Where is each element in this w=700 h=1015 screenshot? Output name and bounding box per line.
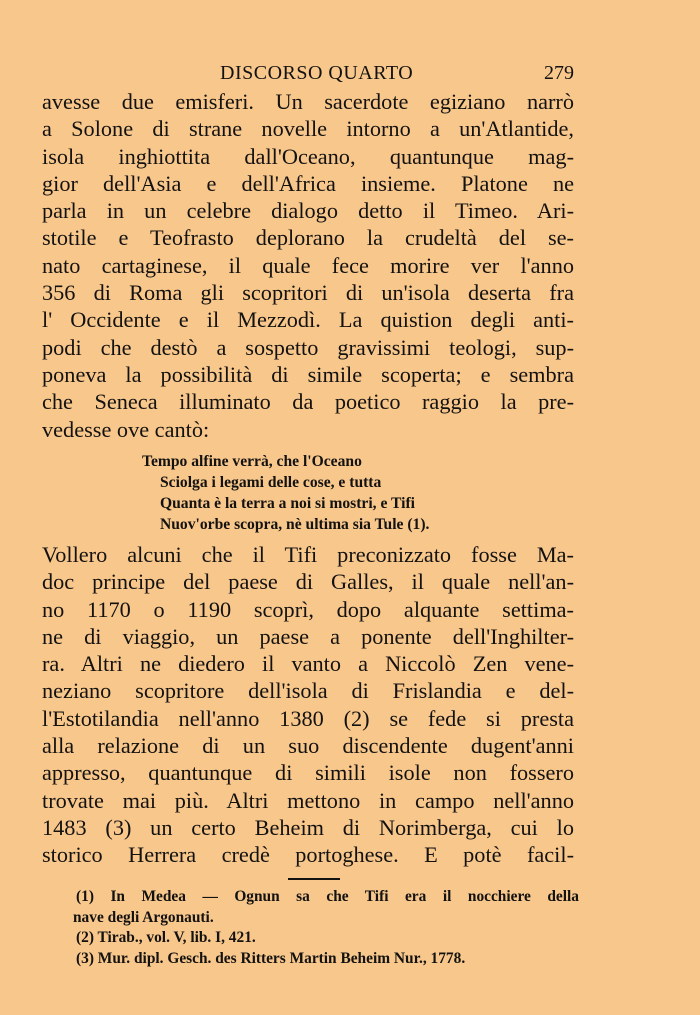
- text-line: neziano scopritore dell'isola di Frislandia e del-: [42, 678, 574, 704]
- text-line: podi che destò a sospetto gravissimi teologi, sup-: [42, 334, 574, 360]
- footnote-divider: [288, 878, 340, 880]
- text-line: ra. Altri ne diedero il vanto a Niccolò Zen vene-: [42, 651, 574, 677]
- text-line: 1483 (3) un certo Beheim di Norimberga, cui lo: [42, 814, 574, 840]
- verse-line: Quanta è la terra a noi si mostri, e Tifi: [160, 495, 415, 512]
- text-line: doc principe del paese di Galles, il quale nell'an-: [42, 569, 574, 595]
- text-line: no 1170 o 1190 scoprì, dopo alquante settima-: [42, 596, 574, 622]
- text-line: l'Estotilandia nell'anno 1380 (2) se fede si presta: [42, 705, 574, 731]
- text-line: alla relazione di un suo discendente dugent'anni: [42, 733, 574, 759]
- text-line: l' Occidente e il Mezzodì. La quistion degli anti-: [42, 307, 574, 333]
- text-line: 356 di Roma gli scopritori di un'isola deserta fra: [42, 280, 574, 306]
- text-line: parla in un celebre dialogo detto il Timeo. Ari-: [42, 198, 574, 224]
- footnote-3: (3) Mur. dipl. Gesch. des Ritters Martin Beheim Nur., 1778.: [76, 949, 466, 967]
- verse-line: Tempo alfine verrà, che l'Oceano: [142, 453, 362, 470]
- verse-line: Sciolga i legami delle cose, e tutta: [160, 474, 382, 491]
- text-line: avesse due emisferi. Un sacerdote egiziano narrò: [42, 89, 574, 114]
- footnote-2: (2) Tirab., vol. V, lib. I, 421.: [76, 929, 256, 946]
- paragraph-2: [42, 541, 574, 869]
- footnote-1: (1) In Medea — Ognun sa che Tifi era il nocchiere della: [76, 888, 579, 905]
- footnote-1-continuation: nave degli Argonauti.: [73, 908, 214, 926]
- footnotes: [73, 887, 579, 969]
- text-line: poneva la possibilità di simile scoperta; e sembra: [42, 361, 574, 387]
- text-line: storico Herrera credè portoghese. E potè facil-: [42, 842, 574, 868]
- text-line: nato cartaginese, il quale fece morire ver l'anno: [42, 252, 574, 278]
- text-line: vedesse ove cantò:: [42, 416, 210, 442]
- page-number: 279: [544, 62, 574, 84]
- text-line: ne di viaggio, un paese a ponente dell'Inghilter-: [42, 623, 574, 649]
- text-line: appresso, quantunque di simili isole non fossero: [42, 760, 574, 786]
- running-head: [42, 62, 574, 88]
- verse-quotation: [142, 451, 532, 535]
- text-line: stotile e Teofrasto deplorano la crudeltà del se-: [42, 225, 574, 251]
- paragraph-1: [42, 88, 574, 443]
- text-line: trovate mai più. Altri mettono in campo nell'anno: [42, 787, 574, 813]
- text-line: gior dell'Asia e dell'Africa insieme. Platone ne: [42, 170, 574, 196]
- text-line: che Seneca illuminato da poetico raggio la pre-: [42, 389, 574, 415]
- running-title: DISCORSO QUARTO: [220, 62, 414, 84]
- verse-line: Nuov'orbe scopra, nè ultima sia Tule (1).: [160, 516, 430, 533]
- text-line: a Solone di strane novelle intorno a un'Atlantide,: [42, 116, 574, 142]
- text-line: Vollero alcuni che il Tifi preconizzato fosse Ma-: [42, 542, 574, 567]
- text-line: isola inghiottita dall'Oceano, quantunque mag-: [42, 143, 574, 169]
